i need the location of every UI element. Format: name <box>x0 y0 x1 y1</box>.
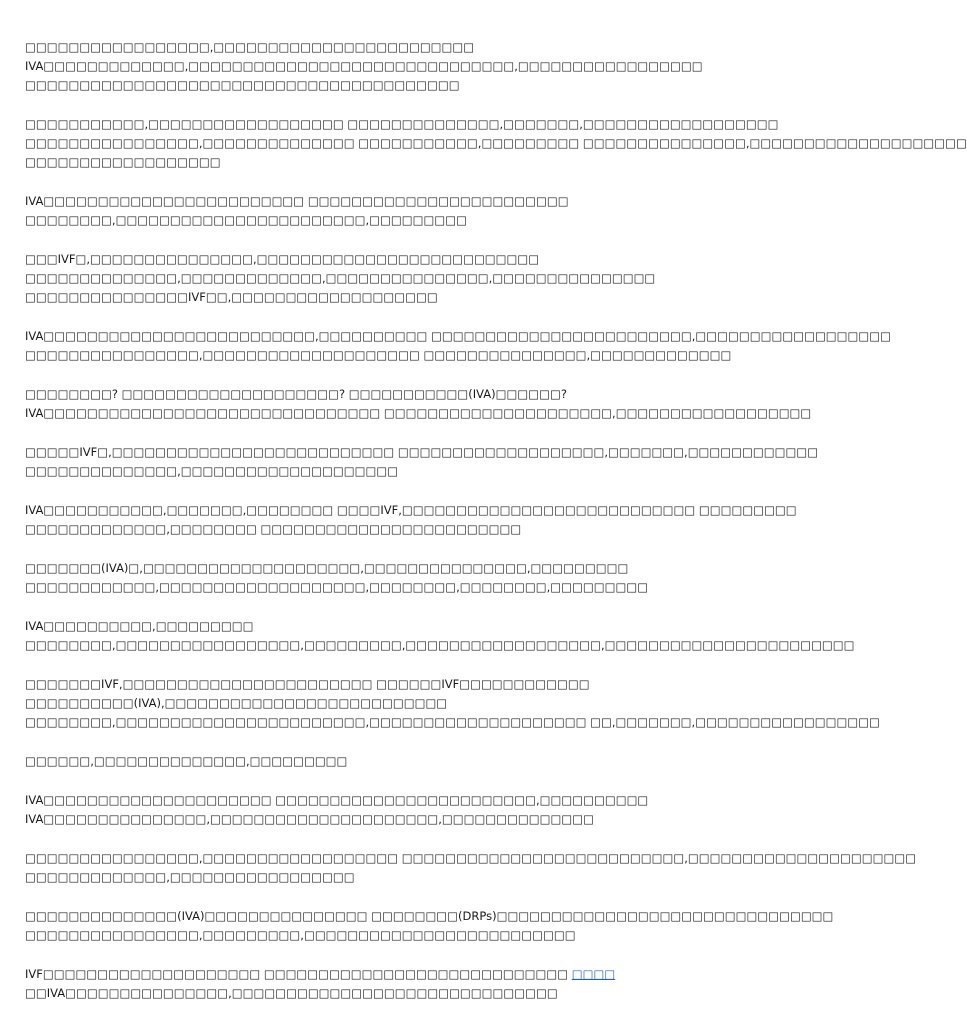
text-line: □□□□□□□□□□□□□,□□□□□□□□ □□□□□□□□□□□□□□□□□□□□□□□□ <box>25 522 522 536</box>
text-line: □□□□□□□□□□□□□□□□□,□□□□□□□□□□□□□□□□□□□□□□□□ <box>25 40 475 54</box>
paragraph <box>25 443 819 481</box>
paragraph <box>25 559 705 597</box>
text-line: □□□□□□□□□□□□□□□IVF□□,□□□□□□□□□□□□□□□□□□□ <box>25 290 438 304</box>
paragraph <box>25 115 967 172</box>
paragraph <box>25 752 705 771</box>
text-line: □□□□□□□□□□□□,□□□□□□□□□□□□□□□□□□□,□□□□□□□□,□□□□□□□□,□□□□□□□□□ <box>25 580 649 594</box>
text-line: IVA□□□□□□□□□□□,□□□□□□□,□□□□□□□□ □□□□IVF,□□□□□□□□□□□□□□□□□□□□□□□□□□□ □□□□□□□□□ <box>25 503 797 517</box>
text-line: IVA□□□□□□□□□□,□□□□□□□□□ <box>25 619 254 633</box>
final-paragraph-line-2: □□IVA□□□□□□□□□□□□□□□,□□□□□□□□□□□□□□□□□□□□□□□□□□□□□□ <box>25 986 558 1000</box>
text-line: □□□□□□□□□□□□□□,□□□□□□□□□□□□□,□□□□□□□□□□□□□□□,□□□□□□□□□□□□□□□ <box>25 271 656 285</box>
text-line: □□□□□□□□□□□□□,□□□□□□□□□□□□□□□□□ <box>25 870 355 884</box>
text-line: □□□□□□□□□□□□□□□□,□□□□□□□□□,□□□□□□□□□□□□□□□□□□□□□□□□□ <box>25 928 576 942</box>
text-line: IVA□□□□□□□□□□□□□□□□□□□□□□□□ □□□□□□□□□□□□□□□□□□□□□□□□ <box>25 194 569 208</box>
paragraph <box>25 385 812 423</box>
text-line: IVA□□□□□□□□□□□□□□□,□□□□□□□□□□□□□□□□□□□□□,□□□□□□□□□□□□□□ <box>25 812 594 826</box>
text-line: □□□□□□□□□□□,□□□□□□□□□□□□□□□□□□ □□□□□□□□□□□□□□,□□□□□□□,□□□□□□□□□□□□□□□□□□ <box>25 117 779 131</box>
paragraph <box>25 501 797 539</box>
article-body <box>25 38 967 1023</box>
text-line: □□□□□□□□,□□□□□□□□□□□□□□□□□,□□□□□□□□□,□□□□□□□□□□□□□□□□□□,□□□□□□□□□□□□□□□□□□□□□□□ <box>25 638 855 652</box>
text-line: □□□□□□□□□□□□□□□□,□□□□□□□□□□□□□□ □□□□□□□□□□□,□□□□□□□□□ □□□□□□□□□□□□□□□,□□□□□□□□□□□□□□□□□□□□ <box>25 136 967 150</box>
text-line: □□□□□□□□□□□□□□,□□□□□□□□□□□□□□□□□□□□ <box>25 464 399 478</box>
text-line: □□□□□□□IVF,□□□□□□□□□□□□□□□□□□□□□□□ □□□□□□IVF□□□□□□□□□□□□ <box>25 677 590 691</box>
text-line: □□□□□IVF□,□□□□□□□□□□□□□□□□□□□□□□□□□□ □□□□□□□□□□□□□□□□□□□,□□□□□□□,□□□□□□□□□□□□ <box>25 445 819 459</box>
paragraph <box>25 849 917 887</box>
final-paragraph-text: IVF□□□□□□□□□□□□□□□□□□□□ □□□□□□□□□□□□□□□□□□□□□□□□□□□□ <box>25 967 572 981</box>
text-line: □□□□□□□□□□□□□□□□,□□□□□□□□□□□□□□□□□□□□ □□□□□□□□□□□□□□□,□□□□□□□□□□□□□ <box>25 348 732 362</box>
text-line: □□□□□□□□,□□□□□□□□□□□□□□□□□□□□□□□,□□□□□□□□□□□□□□□□□□□□ □□,□□□□□□□,□□□□□□□□□□□□□□□□□ <box>25 715 880 729</box>
text-line: IVA□□□□□□□□□□□□□,□□□□□□□□□□□□□□□□□□□□□□□□□□□□□□,□□□□□□□□□□□□□□□□□ <box>25 59 703 73</box>
final-paragraph <box>25 965 705 1003</box>
final-paragraph-line-1 <box>25 965 705 984</box>
inline-link[interactable]: □□□□ <box>571 967 616 981</box>
text-line: IVA□□□□□□□□□□□□□□□□□□□□□ □□□□□□□□□□□□□□□□□□□□□□□□,□□□□□□□□□□ <box>25 793 649 807</box>
text-line: □□□□□□□□,□□□□□□□□□□□□□□□□□□□□□□□,□□□□□□□□□ <box>25 213 467 227</box>
text-line: □□□□□□□□□□□□□□□□□□ <box>25 155 221 169</box>
text-line: IVA□□□□□□□□□□□□□□□□□□□□□□□□□□□□□□□ □□□□□□□□□□□□□□□□□□□□□,□□□□□□□□□□□□□□□□□□ <box>25 406 812 420</box>
paragraph <box>25 907 834 945</box>
text-line: □□□□□□□□□□□□□□□□,□□□□□□□□□□□□□□□□□□ □□□□□□□□□□□□□□□□□□□□□□□□□□,□□□□□□□□□□□□□□□□□□□□□ <box>25 851 917 865</box>
text-line: □□□□□□□□□□□□□□(IVA)□□□□□□□□□□□□□□□ □□□□□□□□(DRPs)□□□□□□□□□□□□□□□□□□□□□□□□□□□□□□□ <box>25 909 834 923</box>
text-line: IVA□□□□□□□□□□□□□□□□□□□□□□□□□,□□□□□□□□□□ □□□□□□□□□□□□□□□□□□□□□□□□,□□□□□□□□□□□□□□□□□□ <box>25 329 891 343</box>
paragraph <box>25 38 705 95</box>
text-line: □□□□□□□□? □□□□□□□□□□□□□□□□□□□□? □□□□□□□□□□□(IVA)□□□□□□? <box>25 387 567 401</box>
text-line: □□□□□□□□□□□□□□□□□□□□□□□□□□□□□□□□□□□□□□□□ <box>25 78 460 92</box>
paragraph <box>25 250 705 307</box>
paragraph <box>25 192 705 230</box>
paragraph <box>25 327 891 365</box>
text-line: □□□□□□,□□□□□□□□□□□□□□,□□□□□□□□□ <box>25 754 348 768</box>
text-line: □□□IVF□,□□□□□□□□□□□□□□□,□□□□□□□□□□□□□□□□□□□□□□□□□□ <box>25 252 540 266</box>
paragraph-list <box>25 38 967 945</box>
paragraph <box>25 617 855 655</box>
text-line: □□□□□□□(IVA)□,□□□□□□□□□□□□□□□□□□□□,□□□□□□□□□□□□□□□,□□□□□□□□□ <box>25 561 629 575</box>
paragraph <box>25 675 880 732</box>
paragraph <box>25 791 705 829</box>
text-line: □□□□□□□□□□(IVA),□□□□□□□□□□□□□□□□□□□□□□□□□□ <box>25 696 448 710</box>
